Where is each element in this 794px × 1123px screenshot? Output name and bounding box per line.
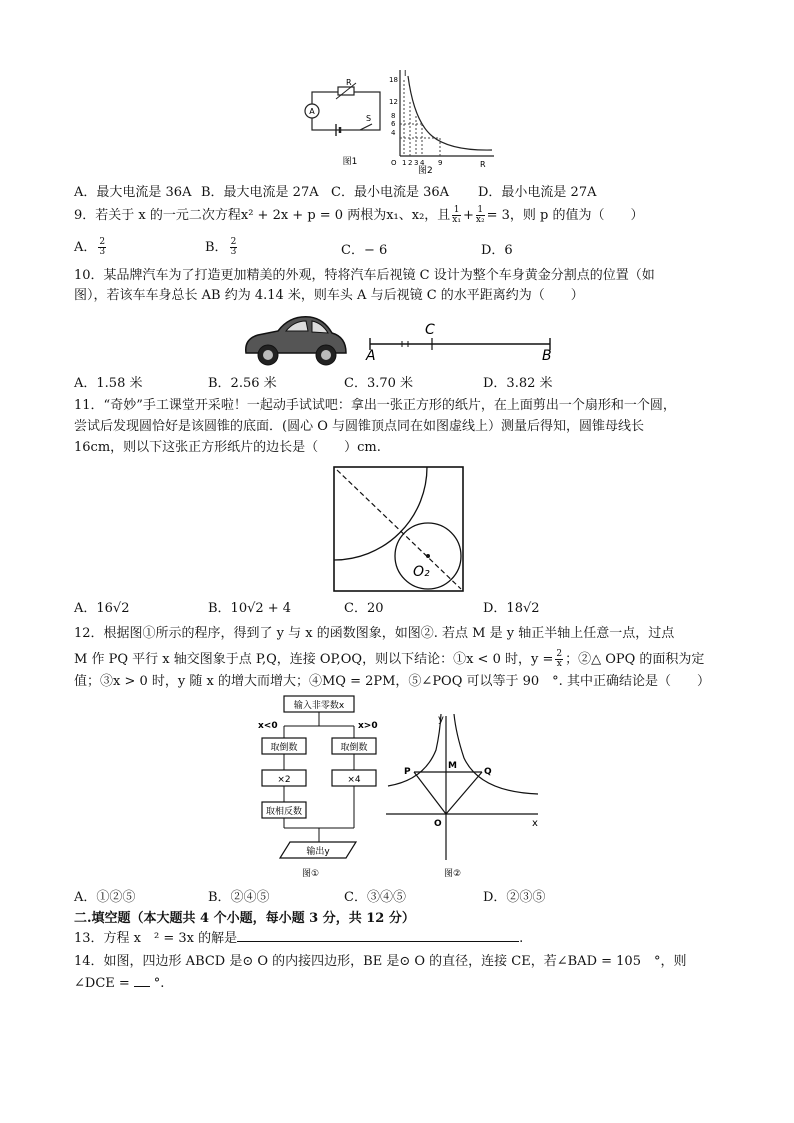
- svg-text:1: 1: [402, 159, 407, 167]
- q10-option-b: B．2.56 米: [208, 376, 277, 391]
- flow-left-condition: x<0: [258, 721, 278, 731]
- q8-option-d: D．最小电流是 27A: [478, 185, 597, 200]
- flow-left-step3: 取相反数: [265, 807, 303, 817]
- q8-option-b: B．最大电流是 27A: [201, 185, 319, 200]
- q12-option-c: C．③④⑤: [344, 890, 406, 905]
- q14-line-1: 14．如图，四边形 ABCD 是⊙ O 的内接四边形，BE 是⊙ O 的直径，连接 CE，若∠BAD = 105 °，则: [74, 954, 687, 969]
- flow-left-step2: ×2: [277, 775, 291, 785]
- graph-x-label: R: [480, 160, 486, 169]
- q8-option-c: C．最小电流是 36A: [331, 185, 450, 200]
- section-2-title: 二.填空题（本大题共 4 个小题，每小题 3 分，共 12 分）: [74, 911, 415, 926]
- svg-text:9: 9: [438, 159, 443, 167]
- q8-option-a: A．最大电流是 36A: [74, 185, 192, 200]
- q11-option-a: A．16√2: [74, 601, 130, 616]
- q10-line-2: 图），若该车车身总长 AB 约为 4.14 米，则车头 A 与后视镜 C 的水平距离约为（ ）: [74, 288, 584, 303]
- svg-text:2: 2: [408, 159, 413, 167]
- q12-option-b: B．②④⑤: [208, 890, 270, 905]
- q12-option-d: D．②③⑤: [483, 890, 546, 905]
- q9-option-d: D．6: [481, 243, 513, 258]
- q13-answer-blank[interactable]: [237, 941, 519, 942]
- q14-answer-blank[interactable]: [134, 986, 150, 987]
- q10-option-a: A．1.58 米: [74, 376, 143, 391]
- q12-line-2: M 作 PQ 平行 x 轴交图象于点 P,Q，连接 OP,OQ，则以下结论：①x < 0 时，y = $\frac{2}{x}$ ；②△ OPQ 的面积为定: [74, 649, 705, 669]
- svg-text:4: 4: [420, 159, 425, 167]
- svg-text:12: 12: [389, 98, 398, 106]
- meter-label: A: [309, 107, 315, 116]
- q11-square-figure: [331, 464, 467, 594]
- svg-text:6: 6: [391, 120, 396, 128]
- q11-line-3: 16cm，则以下这张正方形纸片的边长是（ ）cm.: [74, 440, 381, 455]
- flow-right-step1: 取倒数: [340, 743, 368, 753]
- flow-input-label: 输入非零数x: [293, 701, 345, 711]
- q12-flowchart: [250, 694, 380, 880]
- q13-stem: 13．方程 x ² = 3x 的解是 .: [74, 931, 524, 946]
- point-c-label: C: [425, 322, 435, 338]
- flow-output-label: 输出y: [306, 847, 330, 857]
- q10-segment-figure: [362, 318, 558, 364]
- fig1-label: 图1: [342, 157, 358, 167]
- graph-point-p: P: [404, 767, 411, 777]
- point-a-label: A: [366, 348, 376, 364]
- q12-line-3: 值；③x > 0 时，y 随 x 的增大而增大；④MQ = 2PM，⑤∠POQ 可以等于 90 °. 其中正确结论是（ ）: [74, 674, 710, 689]
- q8-figure-graph: [388, 66, 500, 174]
- flow-left-step1: 取倒数: [270, 743, 298, 753]
- q9-option-b: B． $\frac{2}{3}$: [205, 237, 237, 257]
- graph-origin: O: [434, 819, 442, 829]
- q11-line-1: 11．“奇妙”手工课堂开采啦！一起动手试试吧：拿出一张正方形的纸片，在上面剪出一个扇形和一个圆，: [74, 398, 676, 413]
- q9-option-a: A． $\frac{2}{3}$: [74, 237, 106, 257]
- svg-text:O: O: [391, 159, 397, 167]
- graph-y-axis: y: [438, 714, 444, 725]
- q12-graph: [384, 710, 544, 882]
- svg-text:3: 3: [414, 159, 419, 167]
- fig2-label: 图2: [418, 166, 433, 174]
- svg-text:4: 4: [391, 129, 396, 137]
- graph-y-label: I: [404, 69, 407, 78]
- svg-text:18: 18: [389, 76, 398, 84]
- q10-option-d: D．3.82 米: [483, 376, 553, 391]
- q12-fig2-label: 图②: [444, 869, 462, 879]
- flow-right-condition: x>0: [358, 721, 378, 731]
- q11-option-d: D．18√2: [483, 601, 540, 616]
- q12-option-a: A．①②⑤: [74, 890, 136, 905]
- q10-line-1: 10．某品牌汽车为了打造更加精美的外观，特将汽车后视镜 C 设计为整个车身黄金分割点的位置（如: [74, 268, 655, 283]
- q10-car-figure: [242, 309, 350, 369]
- q9-stem: 9．若关于 x 的一元二次方程x² + 2x + p = 0 两根为x₁、x₂，且 $\frac{1}{\text{x₁}}$ + $\frac{1}{\text{x₂}}$ = 3，则 p 的值为（ ）: [74, 205, 644, 225]
- q9-option-c: C．− 6: [341, 243, 388, 258]
- resistor-label: R: [346, 78, 352, 87]
- graph-x-axis: x: [532, 818, 538, 829]
- q10-option-c: C．3.70 米: [344, 376, 414, 391]
- graph-point-q: Q: [484, 767, 492, 777]
- circle-center-label: O₂: [413, 564, 430, 580]
- flow-right-step2: ×4: [347, 775, 361, 785]
- point-b-label: B: [542, 348, 552, 364]
- q14-line-2: ∠DCE = °.: [74, 976, 165, 991]
- q8-figure-circuit: [300, 78, 388, 170]
- svg-text:8: 8: [391, 112, 396, 120]
- q11-option-c: C．20: [344, 601, 384, 616]
- switch-label: S: [366, 114, 372, 123]
- q11-line-2: 尝试后发现圆恰好是该圆锥的底面．(圆心 O 与圆锥顶点同在如图虚线上）测量后得知，圆锥母线长: [74, 419, 644, 434]
- q12-line-1: 12．根据图①所示的程序，得到了 y 与 x 的函数图象，如图②. 若点 M 是 y 轴正半轴上任意一点，过点: [74, 626, 675, 641]
- q12-fig1-label: 图①: [302, 869, 320, 879]
- q11-option-b: B．10√2 + 4: [208, 601, 292, 616]
- graph-point-m: M: [448, 761, 457, 771]
